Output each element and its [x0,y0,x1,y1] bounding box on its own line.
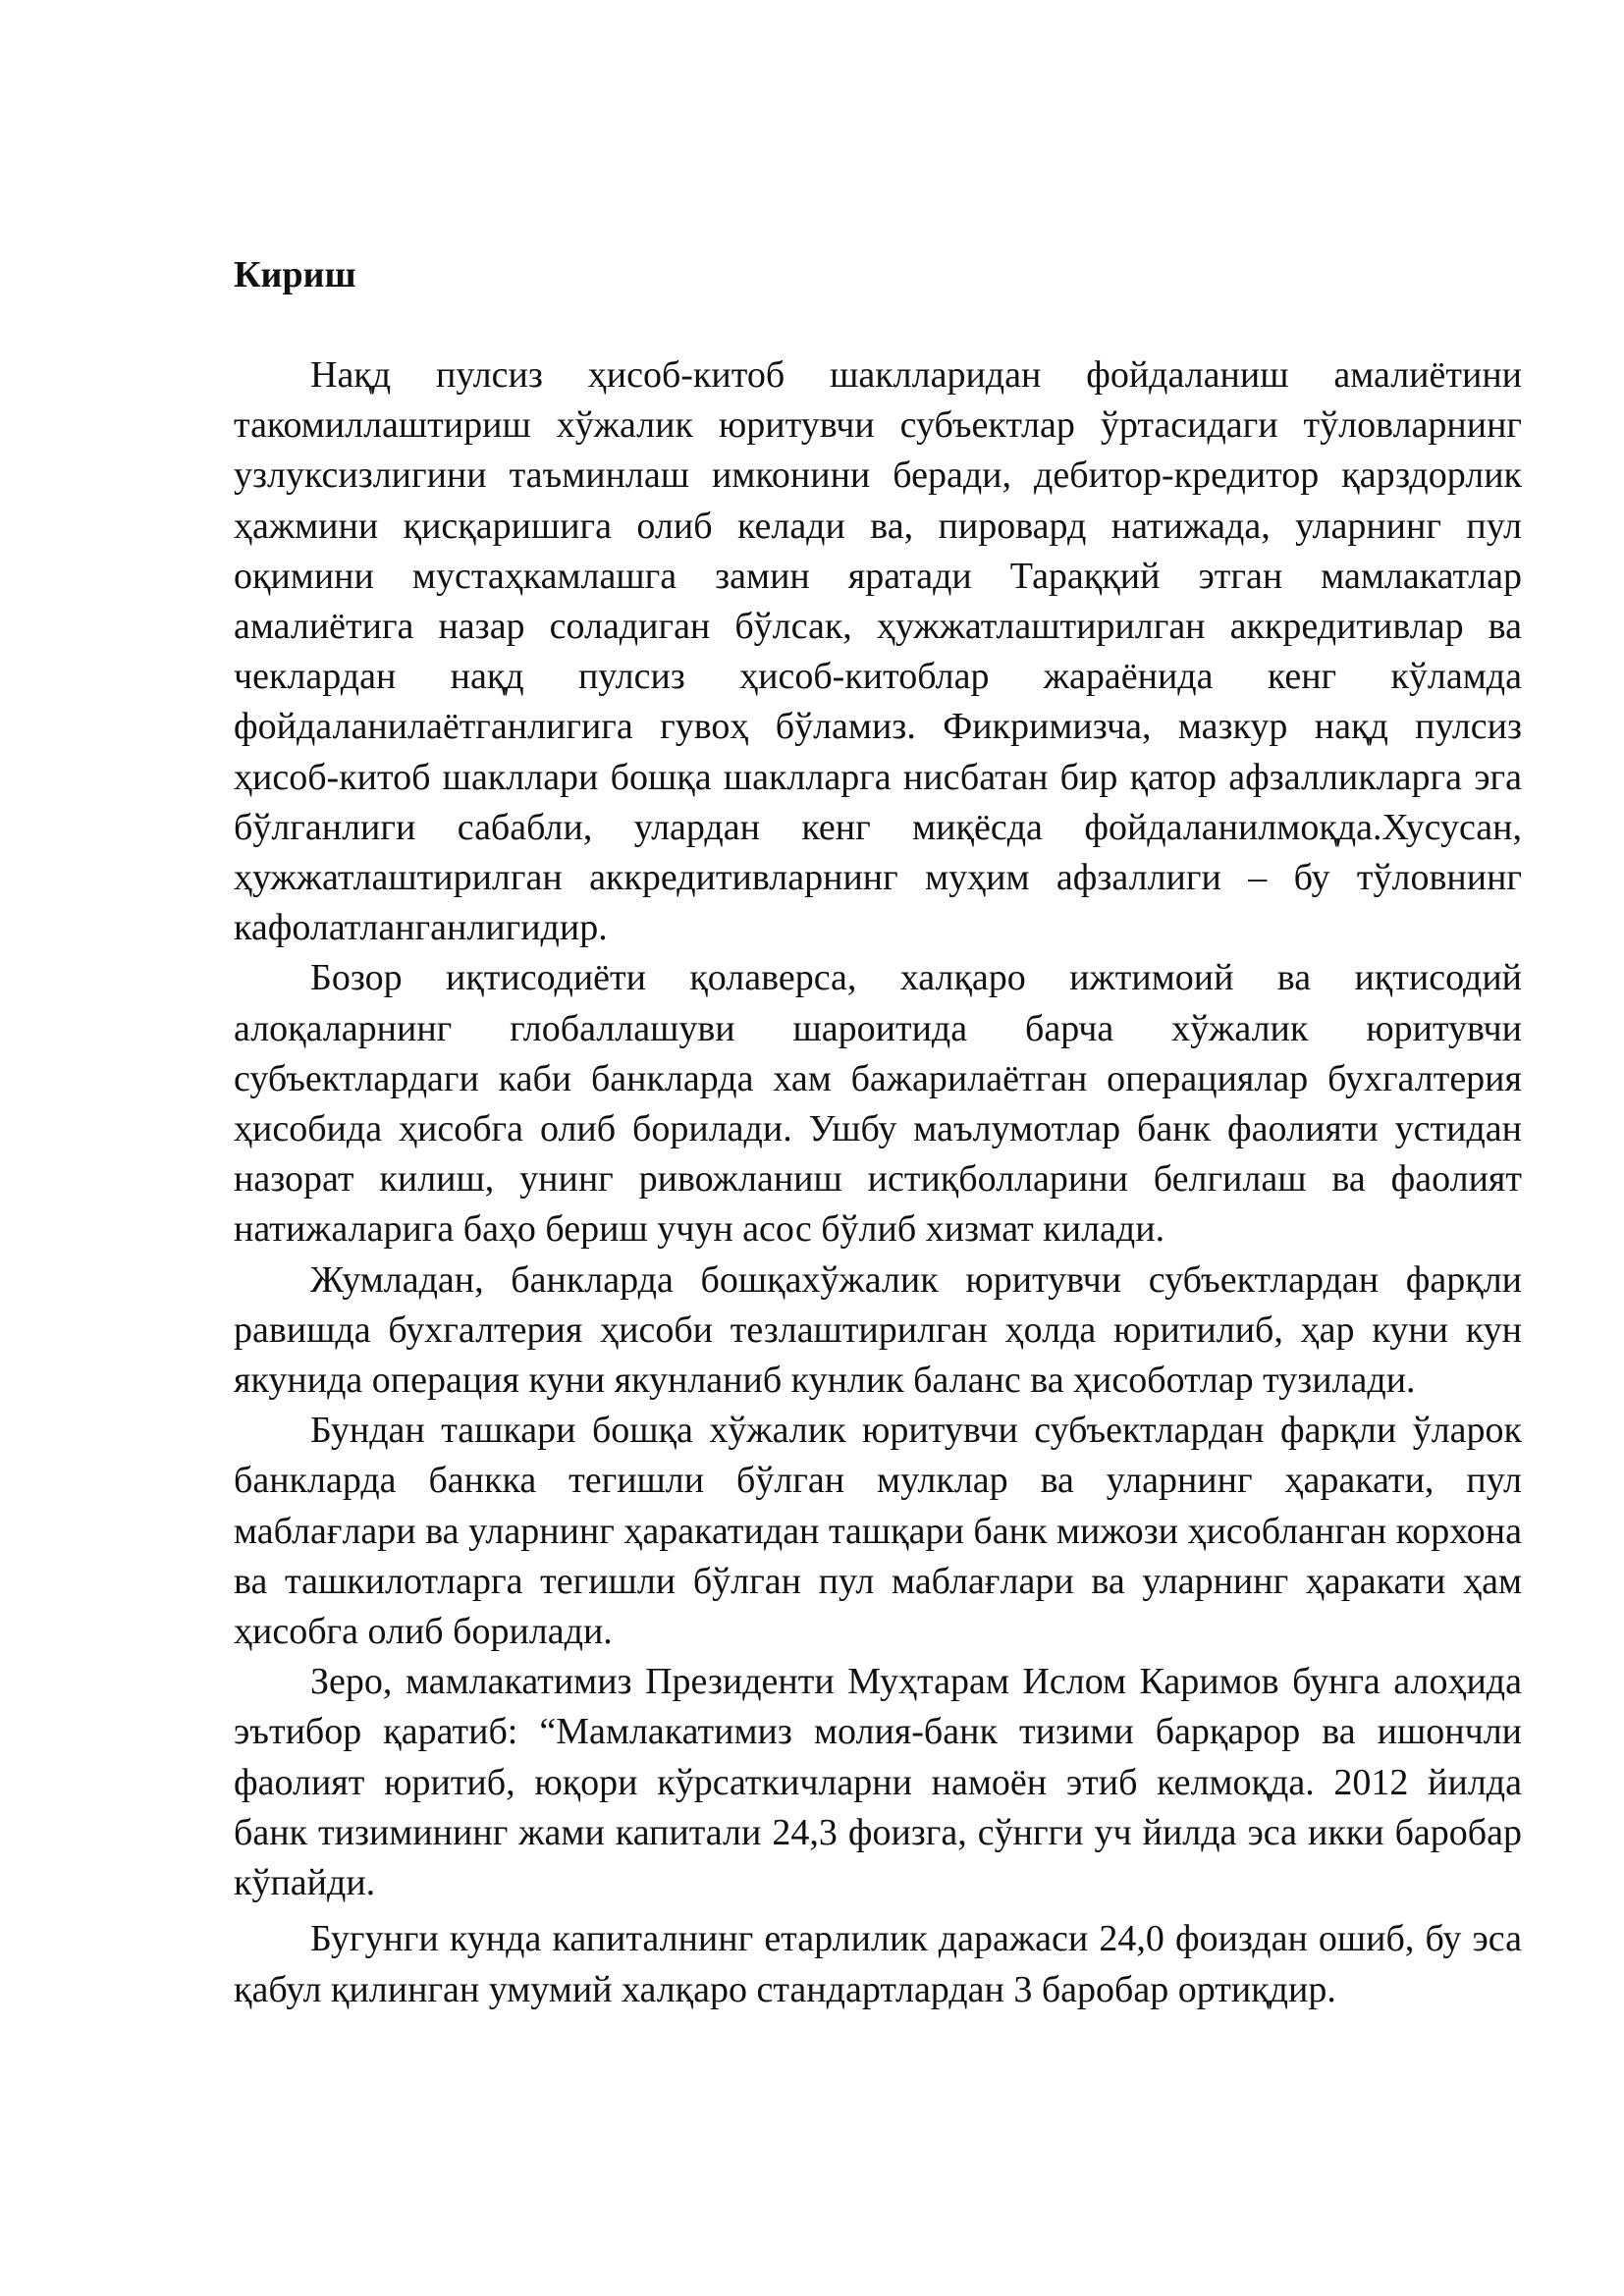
paragraph-1: Нақд пулсиз ҳисоб-китоб шаклларидан фойдаланиш амалиётини такомиллаштириш хўжалик юритувчи субъектлар ўртасидаги тўловларнинг узлуксизлигини таъминлаш имконини беради, дебитор-кредитор қарздорлик ҳажмини қисқаришига олиб келади ва, пировард натижада, уларнинг пул оқимини мустаҳкамлашга замин яратади Тараққий этган мамлакатлар амалиётига назар соладиган бўлсак, ҳужжатлаштирилган аккредитивлар ва чеклардан нақд пулсиз ҳисоб-китоблар жараёнида кенг кўламда фойдаланилаётганлигига гувоҳ бўламиз. Фикримизча, мазкур нақд пулсиз ҳисоб-китоб шакллари бошқа шаклларга нисбатан бир қатор афзалликларга эга бўлганлиги сабабли, улардан кенг миқёсда фойдаланилмоқда.Хусусан, ҳужжатлаштирилган аккредитивларнинг муҳим афзаллиги – бу тўловнинг кафолатланганлигидир. [234,354,1522,949]
paragraph-5: Зеро, мамлакатимиз Президенти Муҳтарам Ислом Каримов бунга алоҳида эътибор қаратиб: “Мамлакатимиз молия-банк тизими барқарор ва ишончли фаолият юритиб, юқори кўрсаткичларни намоён этиб келмоқда. 2012 йилда банк тизимининг жами капитали 24,3 фоизга, сўнгги уч йилда эса икки баробар кўпайди. [234,1661,1522,1904]
paragraph-6: Бугунги кунда капиталнинг етарлилик даражаси 24,0 фоиздан ошиб, бу эса қабул қилинган умумий халқаро стандартлардан 3 баробар ортиқдир. [234,1918,1522,2010]
paragraph-3: Жумладан, банкларда бошқахўжалик юритувчи субъектлардан фарқли равишда бухгалтерия ҳисоби тезлаштирилган ҳолда юритилиб, ҳар куни кун якунида операция куни якунланиб кунлик баланс ва ҳисоботлар тузилади. [234,1258,1522,1402]
paragraph-4: Бундан ташкари бошқа хўжалик юритувчи субъектлардан фарқли ўларок банкларда банкка тегишли бўлган мулклар ва уларнинг ҳаракати, пул маблағлари ва уларнинг ҳаракатидан ташқари банк мижози ҳисобланган корхона ва ташкилотларга тегишли бўлган пул маблағлари ва уларнинг ҳаракати ҳам ҳисобга олиб борилади. [234,1410,1522,1653]
document-page [234,250,1522,2015]
section-heading: Кириш [234,254,356,295]
paragraph-2: Бозор иқтисодиёти қолаверса, халқаро ижтимоий ва иқтисодий алоқаларнинг глобаллашуви шароитида барча хўжалик юритувчи субъектлардаги каби банкларда хам бажарилаётган операциялар бухгалтерия ҳисобида ҳисобга олиб борилади. Ушбу маълумотлар банк фаолияти устидан назорат килиш, унинг ривожланиш истиқболларини белгилаш ва фаолият натижаларига баҳо бериш учун асос бўлиб хизмат килади. [234,957,1522,1251]
